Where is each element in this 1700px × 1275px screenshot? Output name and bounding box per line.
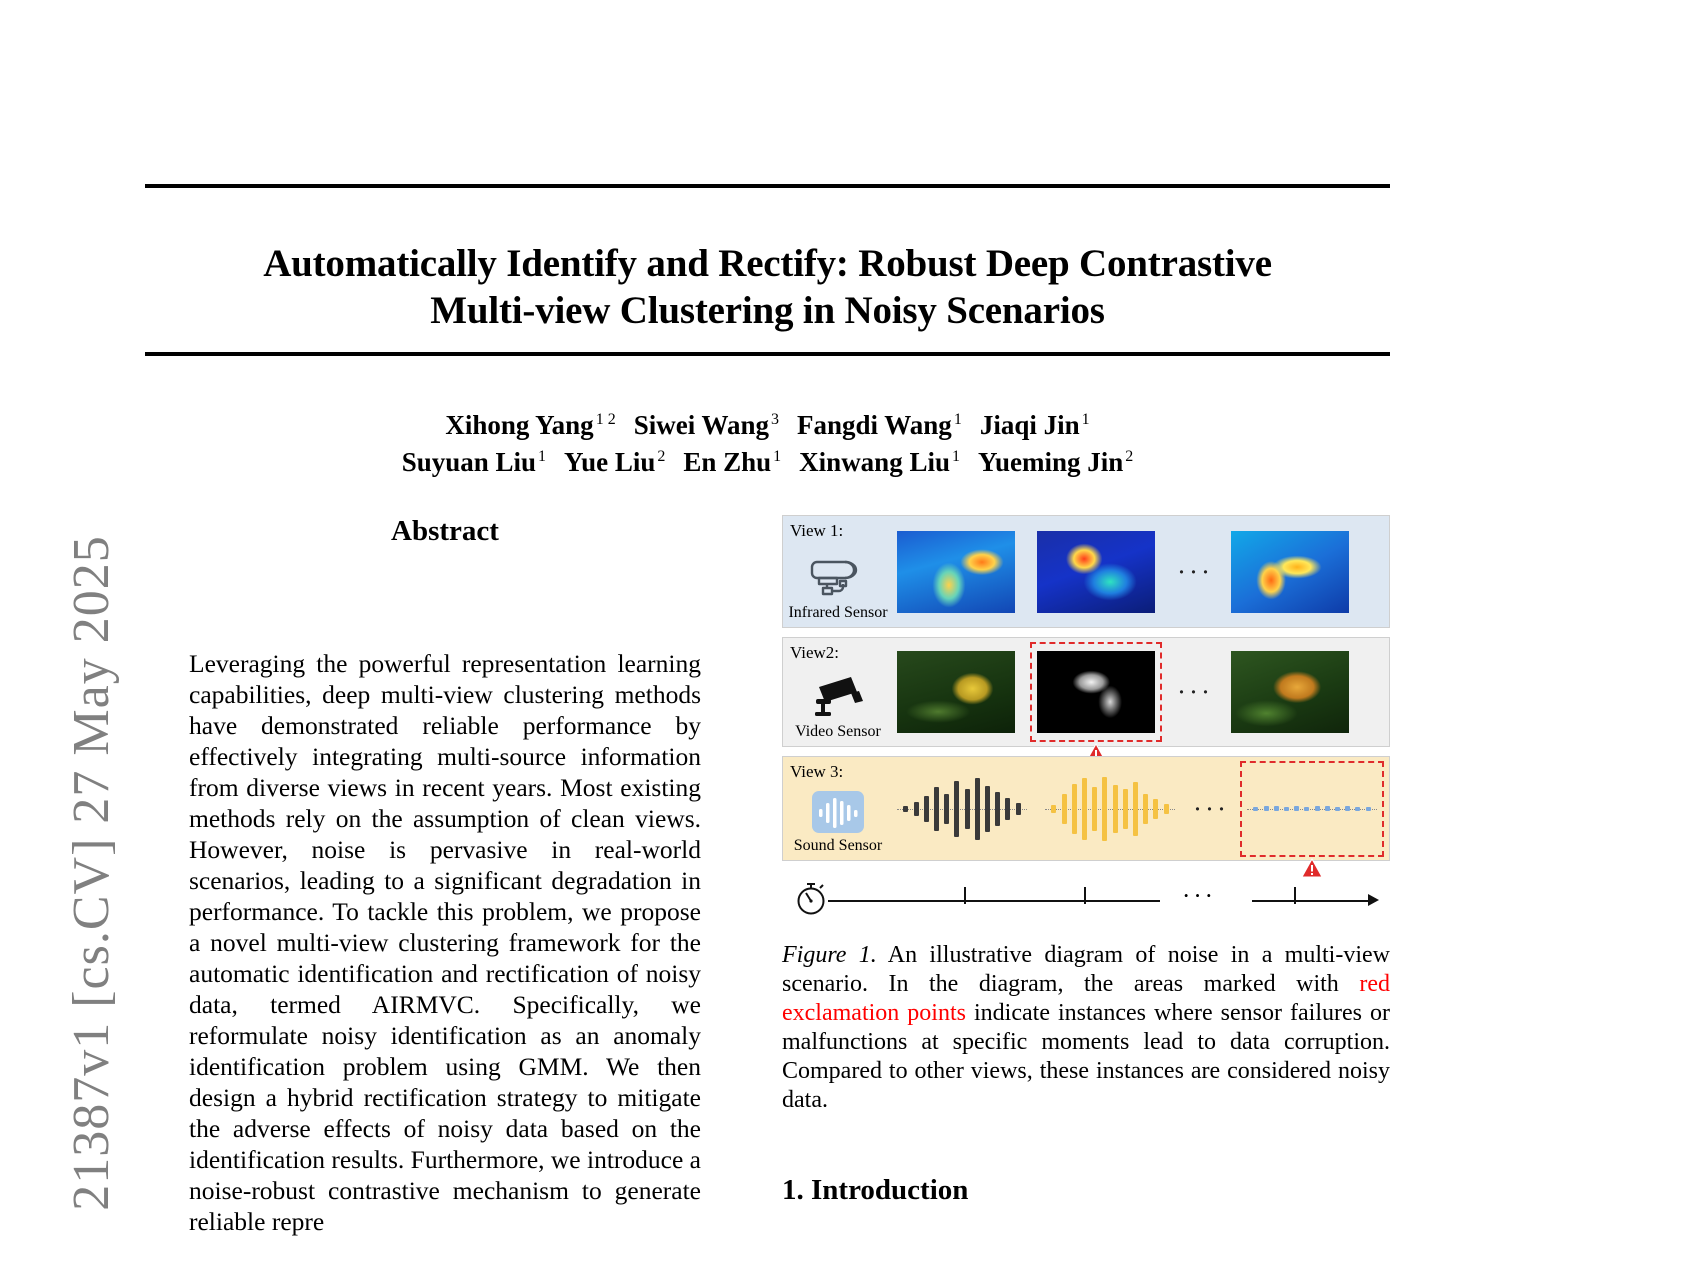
- waveform-bar: [954, 781, 959, 837]
- timeline-tick: [1294, 887, 1296, 904]
- timeline-tick: [1084, 887, 1086, 904]
- title-rule-top: [145, 184, 1390, 188]
- author-name: Xinwang Liu $^1$: [799, 447, 960, 477]
- timeline-arrow-icon: [1368, 894, 1379, 906]
- author-name: Siwei Wang $^3$: [633, 410, 779, 440]
- waveform-bar: [1072, 784, 1077, 834]
- author-affiliation-marker: 1: [1081, 411, 1090, 428]
- waveform-bar: [903, 806, 908, 812]
- title-rule-bottom: [145, 352, 1390, 356]
- caption-part-2: indicate instances where sensor failures or malfunctions at specific moments lead to data corruption. Compared to other views, these instances are considered noisy data.: [782, 1000, 1390, 1113]
- author-name: Yueming Jin $^2$: [977, 447, 1134, 477]
- sensor-name-3: Sound Sensor: [793, 837, 883, 854]
- frame-thumbnail-noisy: [1037, 651, 1155, 733]
- frame-strip-2: [893, 638, 1389, 746]
- waveform-bar: [1325, 806, 1330, 811]
- left-column: [189, 515, 701, 1237]
- author-affiliation-marker: 1: [951, 448, 960, 465]
- view-panel-2: [782, 637, 1390, 747]
- author-line-1: [145, 404, 1390, 441]
- caption-highlight: red exclamation points: [782, 971, 1390, 1026]
- title-line-2: Multi-view Clustering in Noisy Scenarios: [430, 289, 1105, 333]
- waveform-bar: [1264, 806, 1269, 811]
- figure-number: Figure 1.: [782, 942, 877, 968]
- author-affiliation-marker: 1 2: [595, 411, 616, 428]
- frame-thumbnail: [897, 651, 1015, 733]
- sensor-block-3: [783, 757, 893, 860]
- sensor-block-2: [783, 638, 893, 746]
- abstract-body: Leveraging the powerful representation learning capabilities, deep multi-view clustering methods have demonstrated reliable performance by effectively integrating multi-source information from diverse views in recent years. Most existing methods rely on the assumption of clean views. However, noise is pervasive in real-world scenarios, leading to a significant degradation in performance. To tackle this problem, we propose a novel multi-view clustering framework for the automatic identification and rectification of noisy data, termed AIRMVC. Specifically, we reformulate noisy identification as an anomaly identification problem using GMM. We then design a hybrid rectification strategy to mitigate the adverse effects of noisy data based on the identification results. Furthermore, we introduce a noise-robust contrastive mechanism to generate reliable repre: [189, 649, 701, 1236]
- sensor-name-1: Infrared Sensor: [788, 604, 888, 621]
- waveform-bar: [1092, 787, 1097, 831]
- waveform-bar: [1335, 807, 1340, 811]
- abstract-heading: Abstract: [391, 515, 499, 547]
- waveform-thumbnail: [1045, 770, 1175, 848]
- waveform-bar: [1315, 806, 1320, 811]
- frames-ellipsis: ···: [1177, 677, 1213, 707]
- waveform-thumbnail: [897, 770, 1027, 848]
- waveform-bar: [1294, 806, 1299, 811]
- waveform-bar: [934, 787, 939, 831]
- waveform-bar: [1143, 794, 1148, 824]
- waveform-bar: [1005, 798, 1010, 820]
- frame-thumbnail: [1231, 531, 1349, 613]
- waveform-bar: [944, 794, 949, 824]
- waveform-bar: [1345, 806, 1350, 811]
- waveform-bar: [924, 796, 929, 822]
- author-list: [145, 404, 1390, 478]
- arxiv-identifier-stamp: 21387v1 [cs.CV] 27 May 2025: [63, 535, 120, 1211]
- figure-1: [782, 515, 1390, 1115]
- infrared-camera-icon: [807, 551, 869, 604]
- waveform-bar: [1355, 807, 1360, 811]
- right-column: [782, 515, 1390, 1207]
- waveform-bar: [1062, 794, 1067, 824]
- waveform-bar: [1123, 789, 1128, 829]
- author-name: Xihong Yang $^{1 2}$: [445, 410, 616, 440]
- frame-thumbnail: [897, 531, 1015, 613]
- view-panel-1: [782, 515, 1390, 628]
- view-label-3: View 3:: [790, 762, 844, 781]
- stopwatch-icon: [794, 878, 828, 921]
- waveform-bar: [1153, 799, 1158, 819]
- waveform-bar: [1366, 807, 1371, 811]
- author-affiliation-marker: 3: [770, 411, 779, 428]
- timeline-ellipsis: ···: [1182, 883, 1216, 910]
- waveform-thumbnail-noisy: [1247, 770, 1377, 848]
- waveform-bar: [1304, 807, 1309, 811]
- author-affiliation-marker: 1: [773, 448, 782, 465]
- timeline-segment-1: [828, 900, 1160, 902]
- sound-wave-icon: [811, 790, 865, 839]
- author-affiliation-marker: 1: [953, 411, 962, 428]
- view-label-1: View 1:: [790, 521, 844, 540]
- frame-strip-1: [893, 516, 1389, 627]
- caption-part-1: An illustrative diagram of noise in a multi-view scenario. In the diagram, the areas marked with: [782, 942, 1390, 997]
- noise-marker-box: [1030, 642, 1162, 742]
- frame-thumbnail: [1037, 531, 1155, 613]
- waveform-bar: [975, 778, 980, 840]
- waveform-bar: [1284, 807, 1289, 811]
- frame-strip-3: [893, 757, 1395, 860]
- figure-caption: [782, 941, 1390, 1115]
- waveform-bar: [1133, 782, 1138, 836]
- waveform-bar: [1274, 806, 1279, 811]
- waveform-bar: [995, 792, 1000, 826]
- frame-thumbnail: [1231, 651, 1349, 733]
- waveform-bar: [1082, 778, 1087, 840]
- video-camera-icon: [807, 673, 869, 724]
- waveform-bar: [1102, 777, 1107, 841]
- section-heading-introduction: 1. Introduction: [782, 1174, 969, 1206]
- author-name: Fangdi Wang $^1$: [796, 410, 962, 440]
- author-name: Suyuan Liu $^1$: [401, 447, 547, 477]
- page-title: [145, 240, 1390, 334]
- view-panel-3: [782, 756, 1390, 861]
- sensor-name-2: Video Sensor: [795, 723, 881, 740]
- paper-page: [145, 0, 1390, 1275]
- timeline-tick: [964, 887, 966, 904]
- author-affiliation-marker: 1: [538, 448, 547, 465]
- timeline-segment-2: [1252, 900, 1370, 902]
- frames-ellipsis: ···: [1193, 793, 1229, 824]
- author-name: Jiaqi Jin $^1$: [979, 410, 1090, 440]
- frames-ellipsis: ···: [1177, 556, 1213, 587]
- waveform-bar: [914, 802, 919, 816]
- author-affiliation-marker: 2: [657, 448, 666, 465]
- author-line-2: [145, 441, 1390, 478]
- timeline-axis: [782, 870, 1390, 918]
- author-affiliation-marker: 2: [1125, 448, 1134, 465]
- waveform-bar: [1253, 807, 1258, 811]
- waveform-bar: [965, 789, 970, 829]
- waveform-bar: [1051, 805, 1056, 813]
- title-line-1: Automatically Identify and Rectify: Robust Deep Contrastive: [263, 242, 1272, 286]
- sensor-block-1: [783, 516, 893, 627]
- author-name: Yue Liu $^2$: [564, 447, 666, 477]
- view-label-2: View2:: [790, 643, 840, 662]
- waveform-bar: [1113, 785, 1118, 833]
- author-name: En Zhu $^1$: [683, 447, 782, 477]
- waveform-bar: [985, 786, 990, 832]
- waveform-bar: [1164, 804, 1169, 814]
- waveform-bar: [1016, 803, 1021, 815]
